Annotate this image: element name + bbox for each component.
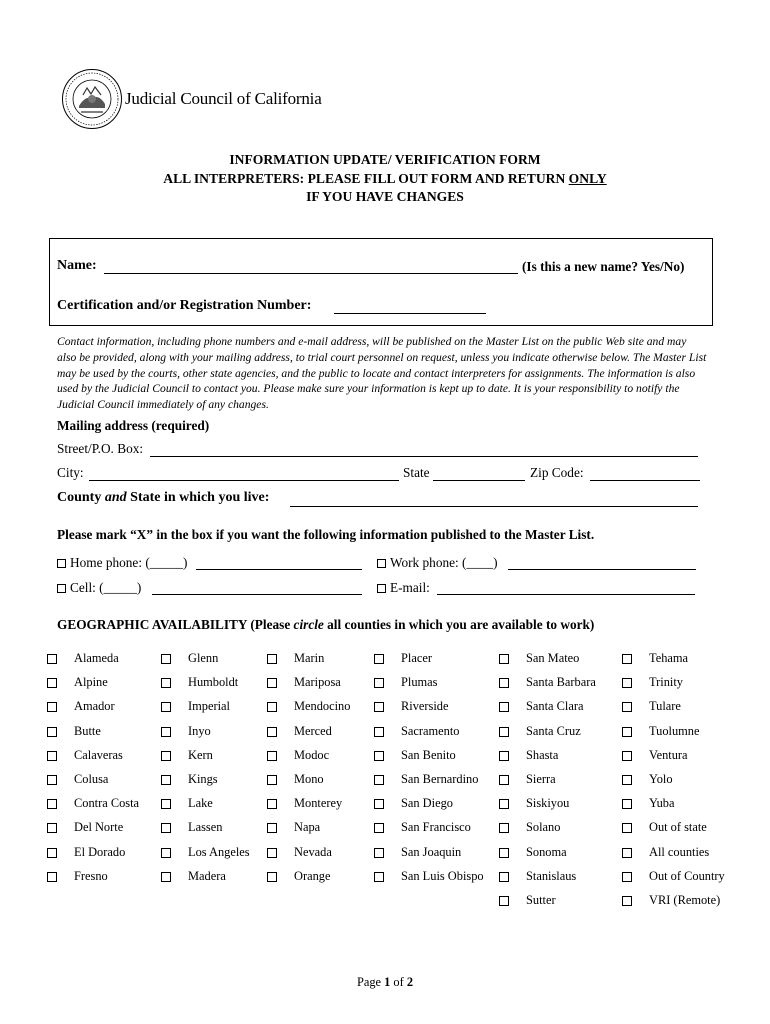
county-label: Merced xyxy=(294,723,332,738)
county-label: Orange xyxy=(294,868,331,883)
county-checkbox[interactable] xyxy=(499,727,509,737)
county-checkbox[interactable] xyxy=(47,775,57,785)
zip-field[interactable] xyxy=(590,479,700,481)
county-label: Contra Costa xyxy=(74,796,140,811)
county-label: Alpine xyxy=(74,675,108,690)
county-label: Yuba xyxy=(649,796,675,811)
county-label: Santa Cruz xyxy=(526,723,581,738)
county-label: Los Angeles xyxy=(188,844,250,859)
title-only-emphasis: ONLY xyxy=(568,170,607,186)
county-checkbox[interactable] xyxy=(622,872,632,882)
zip-label: Zip Code: xyxy=(530,465,584,480)
geo-heading xyxy=(57,617,594,633)
county-label: Alameda xyxy=(74,651,119,665)
county-checkbox[interactable] xyxy=(499,872,509,882)
county-label: Butte xyxy=(74,723,101,738)
county-checkbox[interactable] xyxy=(622,896,632,906)
state-field[interactable] xyxy=(433,479,525,481)
county-label: Monterey xyxy=(294,796,343,811)
county-checkbox[interactable] xyxy=(374,702,384,712)
county-label: Amador xyxy=(74,699,115,714)
county-label: San Joaquin xyxy=(401,844,462,859)
county-checkbox[interactable] xyxy=(267,678,277,688)
county-checkbox[interactable] xyxy=(47,799,57,809)
county-checkbox[interactable] xyxy=(161,823,171,833)
county-checkbox[interactable] xyxy=(267,823,277,833)
work-phone-option[interactable] xyxy=(377,555,498,571)
county-label: Calaveras xyxy=(74,747,123,762)
county-checkbox[interactable] xyxy=(267,702,277,712)
county-label: Colusa xyxy=(74,772,109,786)
work-phone-checkbox[interactable] xyxy=(377,559,386,568)
county-label: Mono xyxy=(294,772,324,786)
county-label: Glenn xyxy=(188,651,219,665)
county-label: San Luis Obispo xyxy=(401,868,484,883)
work-phone-field[interactable] xyxy=(508,568,696,570)
county-checkbox[interactable] xyxy=(47,654,57,664)
footer-page-number: 1 xyxy=(384,975,391,989)
geo-heading-post: all counties in which you are available to work) xyxy=(323,617,595,632)
county-label: Out of Country xyxy=(649,868,725,883)
county-label: VRI (Remote) xyxy=(649,893,721,907)
county-state-field[interactable] xyxy=(290,505,698,507)
new-name-question: (Is this a new name? Yes/No) xyxy=(522,259,685,274)
county-label: Sierra xyxy=(526,772,556,786)
county-label: Plumas xyxy=(401,675,438,690)
county-label: San Francisco xyxy=(401,820,471,835)
email-option[interactable] xyxy=(377,580,430,596)
county-checkbox[interactable] xyxy=(267,775,277,785)
county-label: Sacramento xyxy=(401,723,460,738)
county-checkbox[interactable] xyxy=(622,702,632,712)
county-checkbox[interactable] xyxy=(499,848,509,858)
county-label: Lake xyxy=(188,796,213,811)
title-line-2-text: ALL INTERPRETERS: PLEASE FILL OUT FORM AND RETURN xyxy=(163,170,569,186)
county-checkbox[interactable] xyxy=(374,678,384,688)
home-phone-label: Home phone: (_____) xyxy=(70,555,188,570)
county-checkbox[interactable] xyxy=(267,799,277,809)
cell-checkbox[interactable] xyxy=(57,584,66,593)
county-label: Fresno xyxy=(74,868,108,883)
county-label: Santa Barbara xyxy=(526,675,596,690)
geo-heading-pre: GEOGRAPHIC AVAILABILITY (Please xyxy=(57,617,294,632)
county-label: Imperial xyxy=(188,699,230,714)
state-label: State xyxy=(403,465,430,480)
county-checkbox[interactable] xyxy=(161,678,171,688)
name-label: Name: xyxy=(57,258,97,273)
county-checkbox[interactable] xyxy=(161,702,171,712)
street-field[interactable] xyxy=(150,455,698,457)
title-line-2 xyxy=(0,170,770,189)
county-label: Kings xyxy=(188,772,218,786)
footer-page-label: Page xyxy=(356,975,385,989)
county-checkbox[interactable] xyxy=(267,727,277,737)
county-label-pre: County xyxy=(57,490,105,505)
county-label: Tuolumne xyxy=(649,723,700,738)
county-checkbox[interactable] xyxy=(161,654,171,664)
county-checkbox[interactable] xyxy=(622,727,632,737)
county-checkbox[interactable] xyxy=(47,848,57,858)
title-line-3: IF YOU HAVE CHANGES xyxy=(306,189,464,204)
county-checkbox[interactable] xyxy=(47,872,57,882)
county-checkbox[interactable] xyxy=(161,751,171,761)
county-label: San Diego xyxy=(401,796,453,811)
email-field[interactable] xyxy=(437,593,695,595)
county-label: Lassen xyxy=(188,820,223,835)
county-label: Nevada xyxy=(294,844,332,859)
county-checkbox[interactable] xyxy=(47,678,57,688)
cell-field[interactable] xyxy=(152,593,362,595)
home-phone-field[interactable] xyxy=(196,568,362,570)
county-label: San Bernardino xyxy=(401,772,479,786)
county-checkbox[interactable] xyxy=(374,727,384,737)
county-label: Inyo xyxy=(188,723,211,738)
county-label: Kern xyxy=(188,747,213,762)
county-label: Riverside xyxy=(401,699,449,714)
cert-label: Certification and/or Registration Number: xyxy=(57,298,312,313)
county-checkbox[interactable] xyxy=(161,848,171,858)
cell-label: Cell: (_____) xyxy=(70,580,142,595)
county-label: Del Norte xyxy=(74,820,124,835)
city-label: City: xyxy=(57,465,84,480)
work-phone-label: Work phone: (____) xyxy=(390,555,498,570)
county-checkbox[interactable] xyxy=(161,872,171,882)
county-checkbox[interactable] xyxy=(267,654,277,664)
county-checkbox[interactable] xyxy=(374,751,384,761)
county-label: Sutter xyxy=(526,893,556,907)
county-label: Madera xyxy=(188,868,226,883)
email-checkbox[interactable] xyxy=(377,584,386,593)
county-label: Sonoma xyxy=(526,844,567,859)
home-phone-checkbox[interactable] xyxy=(57,559,66,568)
county-label: San Benito xyxy=(401,747,456,762)
city-field[interactable] xyxy=(89,479,399,481)
county-checkbox[interactable] xyxy=(47,751,57,761)
footer-page-total: 2 xyxy=(406,975,414,989)
county-checkbox[interactable] xyxy=(267,848,277,858)
mailing-heading: Mailing address (required) xyxy=(57,418,210,433)
county-label: San Mateo xyxy=(526,651,580,665)
county-checkbox[interactable] xyxy=(161,799,171,809)
county-label: All counties xyxy=(649,844,710,859)
county-checkbox[interactable] xyxy=(622,775,632,785)
county-checkbox[interactable] xyxy=(499,799,509,809)
street-label: Street/P.O. Box: xyxy=(57,441,144,456)
county-label: Trinity xyxy=(649,675,683,690)
county-checkbox[interactable] xyxy=(499,654,509,664)
county-checkbox[interactable] xyxy=(622,799,632,809)
county-state-label xyxy=(57,490,269,506)
org-name: Judicial Council of California xyxy=(125,89,322,108)
county-checkbox[interactable] xyxy=(622,751,632,761)
county-checkbox[interactable] xyxy=(374,654,384,664)
county-label: Modoc xyxy=(294,747,330,762)
county-checkbox[interactable] xyxy=(499,678,509,688)
county-label: Mendocino xyxy=(294,699,351,714)
publish-heading: Please mark “X” in the box if you want the following information published to the Master List. xyxy=(57,527,595,542)
footer-of: of xyxy=(390,975,407,989)
email-label: E-mail: xyxy=(390,580,430,595)
county-checkbox[interactable] xyxy=(374,872,384,882)
name-field[interactable] xyxy=(104,272,518,274)
county-label: Humboldt xyxy=(188,675,239,690)
county-label-and: and xyxy=(104,490,127,505)
county-label: Tehama xyxy=(649,651,689,665)
county-checkbox[interactable] xyxy=(47,823,57,833)
cert-number-field[interactable] xyxy=(334,312,486,314)
county-checkbox[interactable] xyxy=(374,823,384,833)
county-label: Placer xyxy=(401,651,432,665)
county-checkbox[interactable] xyxy=(374,775,384,785)
county-checkbox[interactable] xyxy=(499,823,509,833)
county-checkbox[interactable] xyxy=(161,727,171,737)
county-label: Napa xyxy=(294,820,321,835)
county-checkbox[interactable] xyxy=(622,848,632,858)
county-checkbox[interactable] xyxy=(499,751,509,761)
county-checkbox[interactable] xyxy=(374,799,384,809)
county-label: Yolo xyxy=(649,772,673,786)
county-label: Ventura xyxy=(649,747,688,762)
county-label: Shasta xyxy=(526,747,559,762)
county-checkbox[interactable] xyxy=(622,678,632,688)
county-checkbox[interactable] xyxy=(499,702,509,712)
county-checkbox[interactable] xyxy=(374,848,384,858)
county-checkbox[interactable] xyxy=(267,872,277,882)
home-phone-option[interactable] xyxy=(57,555,187,571)
county-checkbox[interactable] xyxy=(47,727,57,737)
county-label: Stanislaus xyxy=(526,868,577,883)
county-label: Solano xyxy=(526,820,561,835)
geo-heading-circle: circle xyxy=(293,617,324,632)
page-footer xyxy=(0,975,770,990)
county-label: Santa Clara xyxy=(526,699,584,714)
title-line-1: INFORMATION UPDATE/ VERIFICATION FORM xyxy=(229,152,541,167)
cell-option[interactable] xyxy=(57,580,141,596)
county-checkbox[interactable] xyxy=(267,751,277,761)
county-checkbox[interactable] xyxy=(499,896,509,906)
county-checkbox[interactable] xyxy=(47,702,57,712)
county-label: Marin xyxy=(294,651,325,665)
county-label-post: State in which you live: xyxy=(126,490,270,505)
county-checkbox[interactable] xyxy=(499,775,509,785)
county-label: Out of state xyxy=(649,820,707,835)
county-checkbox[interactable] xyxy=(622,823,632,833)
county-label: Mariposa xyxy=(294,675,341,690)
county-checkbox[interactable] xyxy=(161,775,171,785)
form-title xyxy=(0,151,770,207)
county-label: Tulare xyxy=(649,699,681,714)
judicial-council-seal xyxy=(61,68,123,130)
county-checkbox[interactable] xyxy=(622,654,632,664)
contact-notice: Contact information, including phone numbers and e-mail address, will be published on the Master List on the public Web site and may also be provided, along with your mailing address, to trial court personnel on request, unless you indicate otherwise below. The Master List may be used by the courts, other state agencies, and the public to locate and contact interpreters for assignments. The information is also used by the Judicial Council to contact you. Please make sure your information is kept up to date. It is your responsibility to notify the Judicial Council immediately of any changes. xyxy=(57,335,707,412)
county-label: Siskiyou xyxy=(526,796,570,811)
county-label: El Dorado xyxy=(74,844,126,859)
